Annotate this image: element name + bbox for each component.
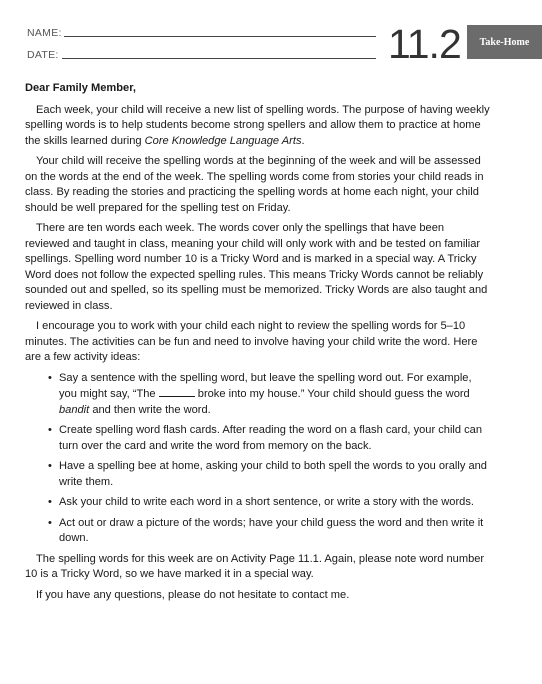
list-item: • Ask your child to write each word in a short sentence, or write a story with the words.	[59, 495, 491, 511]
date-line[interactable]	[62, 58, 376, 59]
date-label: DATE:	[27, 49, 59, 61]
list-item	[59, 371, 491, 419]
name-label: NAME:	[27, 27, 62, 39]
take-home-badge: Take-Home	[467, 25, 542, 59]
paragraph-purpose-text: Each week, your child will receive a new list of spelling words. The purpose of having weekly spelling words is to help students become strong spellers and allow them to practice at home the skills learned during	[25, 103, 490, 147]
name-field[interactable]	[27, 27, 62, 39]
list-item: • Create spelling word flash cards. After reading the word on a flash card, your child can turn over the card and write the word from memory on the back.	[59, 423, 491, 454]
paragraph-purpose-end: .	[301, 134, 305, 147]
idea-1-end: and then write the word.	[89, 403, 211, 416]
idea-1-middle: broke into my house.” Your child should guess the word	[194, 388, 470, 400]
paragraph-activities-intro: I encourage you to work with your child each night to review the spelling words for 5–10 minutes. The activities can be fun and need to involve having your child write the word. Here are a few activity ideas:	[25, 320, 478, 363]
idea-1-start: Say a sentence with the spelling word, but leave the spelling word out. For example, you might say, “The	[59, 371, 472, 400]
letter-body	[25, 81, 491, 608]
blank-line	[159, 386, 195, 397]
greeting: Dear Family Member,	[25, 82, 136, 94]
paragraph-activity-page: The spelling words for this week are on Activity Page 11.1. Again, please note word number 10 is a Tricky Word, so we have marked it in a special way.	[25, 552, 485, 580]
list-item: • Have a spelling bee at home, asking your child to both spell the words to you orally and write them.	[59, 459, 491, 490]
date-field[interactable]	[27, 49, 59, 61]
paragraph-schedule: Your child will receive the spelling words at the beginning of the week and will be assessed on the words at the end of the week. The spelling words come from stories your child reads in class. By reading the stories and practicing the spelling words at home each night, your child should be well prepared for the spelling test on Friday.	[25, 155, 484, 214]
example-word: bandit	[59, 403, 90, 416]
paragraph-tricky-words: There are ten words each week. The words cover only the spellings that have been reviewed and taught in class, meaning your child will only work with and be tested on familiar spellings. Spelling word number 10 is a Tricky Word and is marked in a special way. A Tricky Word does not follow the expected spelling rules. This means Tricky Words cannot be reliably sounded out and spelled, so its spelling must be memorized. Tricky Words are also taught and reviewed in class.	[25, 222, 488, 312]
paragraph-contact: If you have any questions, please do not hesitate to contact me.	[36, 588, 350, 601]
activity-ideas-list	[25, 371, 491, 547]
list-item: • Act out or draw a picture of the words; have your child guess the word and then write it down.	[59, 516, 491, 547]
paragraph-purpose	[25, 103, 491, 150]
program-name: Core Knowledge Language Arts	[144, 134, 302, 147]
activity-number: 11.2	[388, 21, 461, 67]
name-line[interactable]	[64, 36, 376, 37]
